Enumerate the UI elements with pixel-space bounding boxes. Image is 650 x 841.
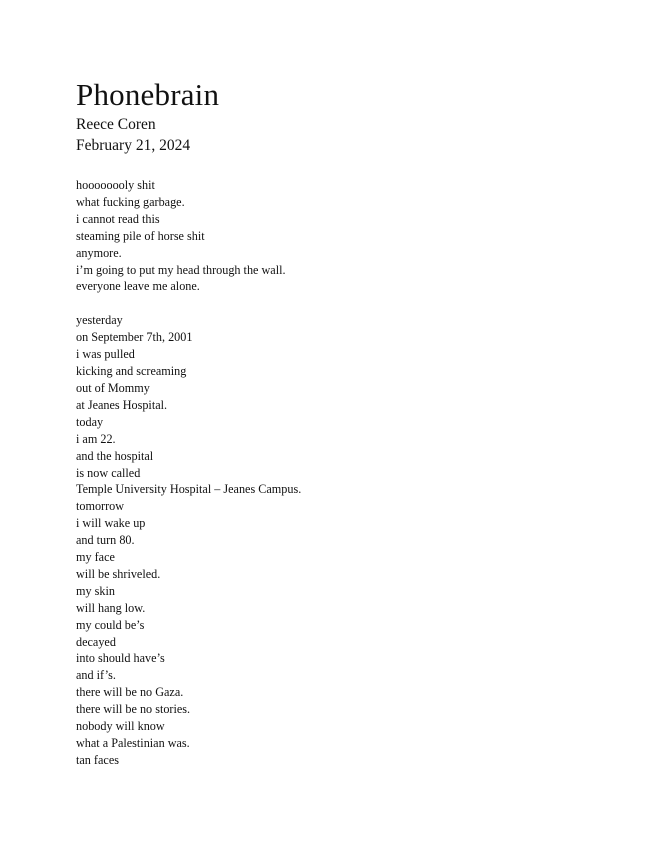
poem-line: into should have’s xyxy=(76,651,165,666)
document-body xyxy=(76,76,596,769)
poem-line: what a Palestinian was. xyxy=(76,736,190,750)
poem-line: hoooooooly shit xyxy=(76,178,155,192)
poem-line: Temple University Hospital – Jeanes Campus. xyxy=(76,482,302,497)
author-name: Reece Coren xyxy=(76,116,156,133)
document-date: February 21, 2024 xyxy=(76,137,191,154)
poem-line: decayed xyxy=(76,634,116,649)
poem-line: and turn 80. xyxy=(76,533,135,548)
poem-line: steaming pile of horse shit xyxy=(76,228,205,243)
poem-line: my skin xyxy=(76,583,115,598)
poem-line: what fucking garbage. xyxy=(76,194,185,209)
poem-line: my could be’s xyxy=(76,617,145,632)
poem-line: and the hospital xyxy=(76,448,154,463)
poem-line: i was pulled xyxy=(76,347,135,362)
poem-line: anymore. xyxy=(76,245,122,260)
poem-line: is now called xyxy=(76,465,141,480)
poem-line: will be shriveled. xyxy=(76,566,161,581)
poem-line: i will wake up xyxy=(76,516,146,531)
poem-line: today xyxy=(76,414,104,429)
poem-line: on September 7th, 2001 xyxy=(76,330,193,345)
poem-line: yesterday xyxy=(76,313,123,328)
document-title: Phonebrain xyxy=(76,77,220,112)
poem-line: everyone leave me alone. xyxy=(76,279,200,294)
poem-line: there will be no Gaza. xyxy=(76,685,184,700)
poem-line: tan faces xyxy=(76,752,119,767)
poem-line: will hang low. xyxy=(76,600,146,615)
poem-line: i’m going to put my head through the wall. xyxy=(76,262,286,277)
poem-line: my face xyxy=(76,550,115,565)
poem-line: out of Mommy xyxy=(76,380,150,395)
poem-line: there will be no stories. xyxy=(76,702,191,717)
poem-line: i cannot read this xyxy=(76,211,160,226)
poem-line: tomorrow xyxy=(76,499,125,514)
poem-line: kicking and screaming xyxy=(76,364,187,379)
poem-line: nobody will know xyxy=(76,719,165,734)
poem-line: i am 22. xyxy=(76,431,116,446)
poem-line: and if’s. xyxy=(76,668,116,683)
poem-stanza-2 xyxy=(76,312,596,768)
poem-stanza-1 xyxy=(76,177,596,295)
poem-line: at Jeanes Hospital. xyxy=(76,397,168,412)
